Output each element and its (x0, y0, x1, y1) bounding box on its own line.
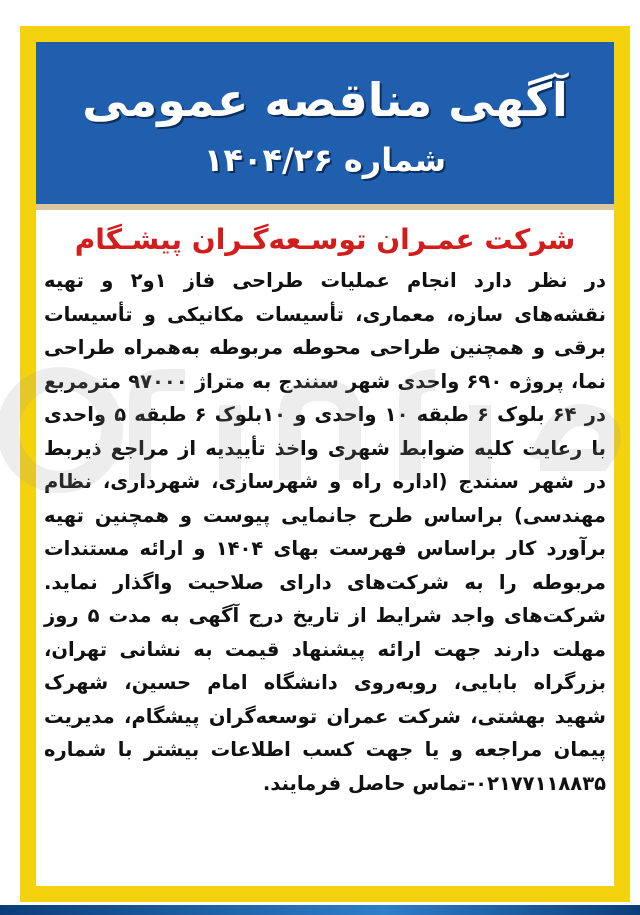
tender-number: شماره ۱۴۰۴/۲۶ (203, 141, 447, 179)
ad-title: آگهی مناقصه عمومی (82, 73, 568, 127)
ad-frame (20, 26, 630, 902)
ad-header (36, 42, 614, 210)
company-name: شرکت عمـران توسـعه‌گـران پیشـگام (74, 223, 576, 256)
ad-body-text: در نظر دارد انجام عملیات طراحی فاز ۱و۲ و تهیه نقشه‌های سازه، معماری، تأسیسات مکانیکی و تأسیسات برقی و همچنین طراحی محوطه مربوطه به‌همراه طراحی نما، پروژه ۶۹۰ واحدی شهر سنندج به متراژ ۹۷۰۰۰ مترمربع در ۶۴ بلوک ۶ طبقه ۱۰ واحدی و ۱۰بلوک ۶ طبقه ۵ واحدی با رعایت کلیه ضوابط شهری واخذ تأییدیه از مراجع ذیربط در شهر سنندج (اداره راه و شهرسازی، شهرداری، نظام مهندسی) براساس طرح جانمایی پیوست و همچنین تهیه برآورد کار براساس فهرست بهای ۱۴۰۴ و ارائه مستندات مربوطه را به شرکت‌های دارای صلاحیت واگذار نماید. شرکت‌های واجد شرایط از تاریخ درج آگهی به مدت ۵ روز مهلت دارند جهت ارائه پیشنهاد قیمت به نشانی تهران، بزرگراه بابایی، روبه‌روی دانشگاه امام حسین، شهرک شهید بهشتی، شرکت عمران توسعه‌گران پیشگام، مدیریت پیمان مراجعه و یا جهت کسب اطلاعات بیشتر با شماره ۰۲۱۷۷۱۱۸۸۳۵-تماس حاصل فرمایند. (44, 269, 607, 795)
bottom-strip (0, 905, 640, 915)
